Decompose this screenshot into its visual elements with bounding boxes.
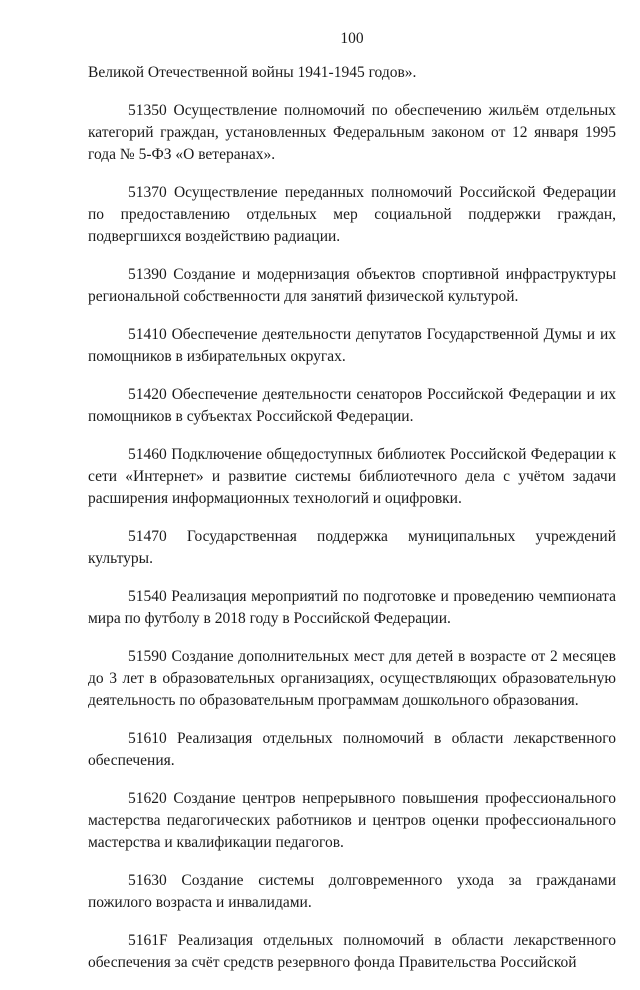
paragraph-51410: 51410 Обеспечение деятельности депутатов Государственной Думы и их помощников в избирательных округах. xyxy=(88,326,616,365)
page-number: 100 xyxy=(340,30,364,47)
paragraph-51590: 51590 Создание дополнительных мест для детей в возрасте от 2 месяцев до 3 лет в образовательных организациях, осуществляющих образовательную деятельность по образовательным программам дошкольного образования. xyxy=(88,648,616,709)
paragraph-51620: 51620 Создание центров непрерывного повышения профессионального мастерства педагогических работников и центров оценки профессионального мастерства и квалификации педагогов. xyxy=(88,790,616,851)
paragraph-51630: 51630 Создание системы долговременного ухода за гражданами пожилого возраста и инвалидами. xyxy=(88,872,616,911)
paragraph-5161f: 5161F Реализация отдельных полномочий в области лекарственного обеспечения за счёт средств резервного фонда Правительства Российской xyxy=(88,932,616,971)
paragraph-51350: 51350 Осуществление полномочий по обеспечению жильём отдельных категорий граждан, установленных Федеральным законом от 12 января 1995 года № 5-ФЗ «О ветеранах». xyxy=(88,102,616,163)
document-body xyxy=(88,62,616,990)
paragraph-51610: 51610 Реализация отдельных полномочий в области лекарственного обеспечения. xyxy=(88,730,616,769)
paragraph-51470: 51470 Государственная поддержка муниципальных учреждений культуры. xyxy=(88,528,616,567)
paragraph-51460: 51460 Подключение общедоступных библиотек Российской Федерации к сети «Интернет» и развитие системы библиотечного дела с учётом задачи расширения информационных технологий и оцифровки. xyxy=(88,446,616,507)
paragraph-51370: 51370 Осуществление переданных полномочий Российской Федерации по предоставлению отдельных мер социальной поддержки граждан, подвергшихся воздействию радиации. xyxy=(88,184,616,245)
paragraph-51390: 51390 Создание и модернизация объектов спортивной инфраструктуры региональной собственности для занятий физической культурой. xyxy=(88,266,616,305)
paragraph-51540: 51540 Реализация мероприятий по подготовке и проведению чемпионата мира по футболу в 2018 году в Российской Федерации. xyxy=(88,588,616,627)
paragraph-51420: 51420 Обеспечение деятельности сенаторов Российской Федерации и их помощников в субъектах Российской Федерации. xyxy=(88,386,616,425)
continuation-paragraph: Великой Отечественной войны 1941-1945 годов». xyxy=(88,64,417,81)
